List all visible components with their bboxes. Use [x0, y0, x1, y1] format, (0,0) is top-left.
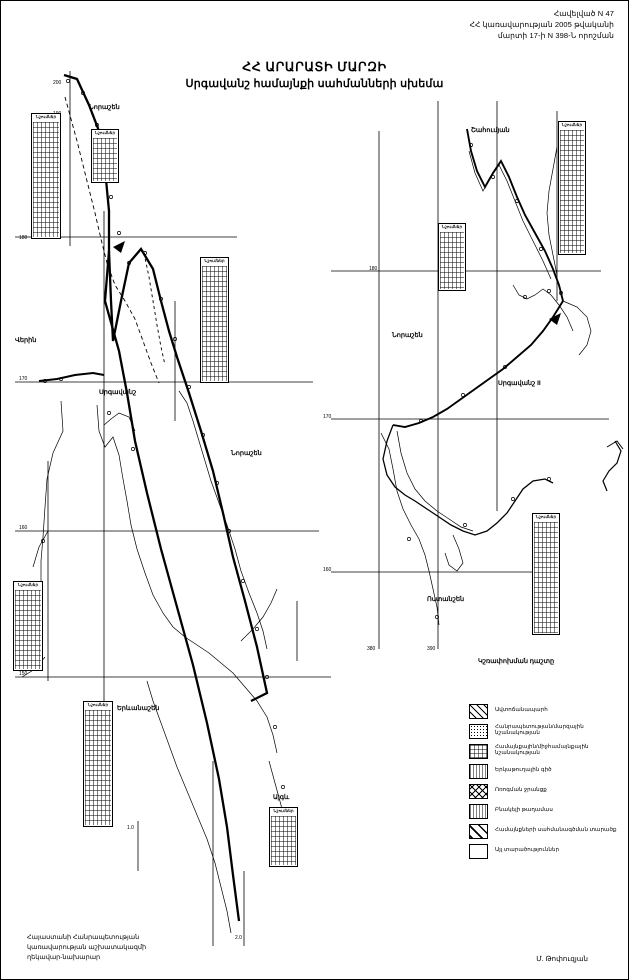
legend-title: Կշռափոխման դաշտը	[478, 658, 555, 665]
axis-label: 180	[369, 266, 378, 272]
legend-item	[469, 741, 619, 761]
axis-label: 170	[323, 414, 332, 420]
blank-swatch-icon	[469, 844, 488, 859]
legend-item	[469, 781, 619, 801]
note-table-title: Նշումներ	[273, 808, 294, 813]
region-label-srgavansh-2: Սրգավանշ II	[498, 380, 541, 387]
legend-item	[469, 721, 619, 741]
note-table-grid	[93, 138, 117, 181]
note-table-grid	[15, 590, 41, 669]
page-subtitle: Սրգավանշ համայնքի սահմանների սխեմա	[185, 78, 444, 90]
axis-label: 380	[367, 646, 376, 652]
note-table-grid	[271, 816, 296, 865]
axis-label: 390	[427, 646, 436, 652]
axis-label: 150	[19, 671, 28, 677]
region-label-shahumyan: Շահումյան	[471, 127, 510, 134]
grid-swatch-icon	[469, 744, 488, 759]
note-table	[91, 129, 119, 183]
legend-item	[469, 801, 619, 821]
region-label-aygev: Այգև	[273, 794, 290, 801]
legend-item	[469, 761, 619, 781]
note-table-grid	[85, 710, 111, 825]
legend-item-label: Համայնքային/միջհամայնքային նշանակության	[495, 744, 589, 756]
page-title: ՀՀ ԱՐԱՐԱՏԻ ՄԱՐԶԻ	[242, 60, 387, 74]
axis-label: 160	[19, 525, 28, 531]
note-table	[269, 807, 298, 867]
legend-item-label: Ավտոճանապարհ	[495, 707, 548, 714]
note-table-title: Նշումներ	[94, 130, 116, 135]
region-label-norashen-r: Նորաշեն	[392, 332, 423, 339]
legend	[469, 701, 619, 861]
legend-item	[469, 841, 619, 861]
axis-label: 1.0	[127, 825, 134, 831]
axis-label: 170	[19, 376, 28, 382]
footer-line-2: կառավարության աշխատակազմի	[27, 943, 147, 951]
note-table	[83, 701, 113, 827]
footer-line-3: ղեկավար-նախարար	[27, 953, 101, 961]
axis-label: 180	[19, 235, 28, 241]
legend-item	[469, 701, 619, 721]
legend-item-label: Երկաթուղային գիծ	[495, 767, 552, 774]
note-table-grid	[202, 266, 227, 381]
region-label-norashen-e: Նորաշեն	[231, 450, 262, 457]
note-table-title: Նշումներ	[561, 122, 583, 127]
region-label-vostanshen: Ոստանշեն	[427, 596, 465, 603]
note-table-title: Նշումներ	[35, 114, 57, 119]
footer-signature-block	[27, 933, 146, 963]
legend-item-label: Համայնքների սահմանագծման տարածք	[495, 827, 617, 834]
vertical-line-swatch-icon	[469, 764, 488, 779]
note-table	[200, 257, 229, 383]
region-label-srgavansh: Սրգավանշ	[99, 389, 137, 396]
legend-item	[469, 821, 619, 841]
note-table	[438, 223, 466, 291]
note-table	[31, 113, 61, 239]
note-table-title: Նշումներ	[535, 514, 557, 519]
footer-author: Մ. Թոփուզյան	[536, 956, 588, 963]
region-label-norashen-n: Նորաշեն	[89, 104, 120, 111]
zigzag-swatch-icon	[469, 824, 488, 839]
cross-hatch-swatch-icon	[469, 784, 488, 799]
note-table-title: Նշումներ	[204, 258, 225, 263]
note-table-title: Նշումներ	[441, 224, 463, 229]
header-line-2: ՀՀ կառավարության 2005 թվականի	[469, 20, 614, 29]
fine-grid-swatch-icon	[469, 804, 488, 819]
legend-item-label: Հանրապետության/մարզային նշանակության	[495, 724, 584, 736]
note-table-grid	[440, 232, 464, 289]
region-label-verin: Վերին	[15, 337, 37, 344]
legend-item-label: Ոռոգման ջրանցք	[495, 787, 547, 794]
header-line-3: մարտի 17-ի N 398-Ն որոշման	[497, 31, 614, 40]
note-table-title: Նշումներ	[87, 702, 109, 707]
diagonal-hatch-swatch-icon	[469, 704, 488, 719]
axis-label: 2.0	[235, 935, 242, 941]
legend-item-label: Բնակելի թաղամաս	[495, 807, 553, 814]
header-line-1: Հավելված N 47	[553, 9, 614, 18]
note-table-title: Նշումներ	[17, 582, 39, 587]
note-table-grid	[534, 522, 558, 633]
note-table	[532, 513, 560, 635]
region-label-yerevanashen: Երևանաշեն	[117, 705, 160, 712]
axis-label: 200	[53, 80, 62, 86]
axis-label: 160	[323, 567, 332, 573]
note-table	[13, 581, 43, 671]
legend-item-label: Այլ տարածություններ	[495, 847, 560, 854]
note-table	[558, 121, 586, 255]
dotted-swatch-icon	[469, 724, 488, 739]
note-table-grid	[33, 122, 59, 237]
footer-line-1: Հայաստանի Հանրապետության	[27, 933, 140, 941]
note-table-grid	[560, 130, 584, 253]
